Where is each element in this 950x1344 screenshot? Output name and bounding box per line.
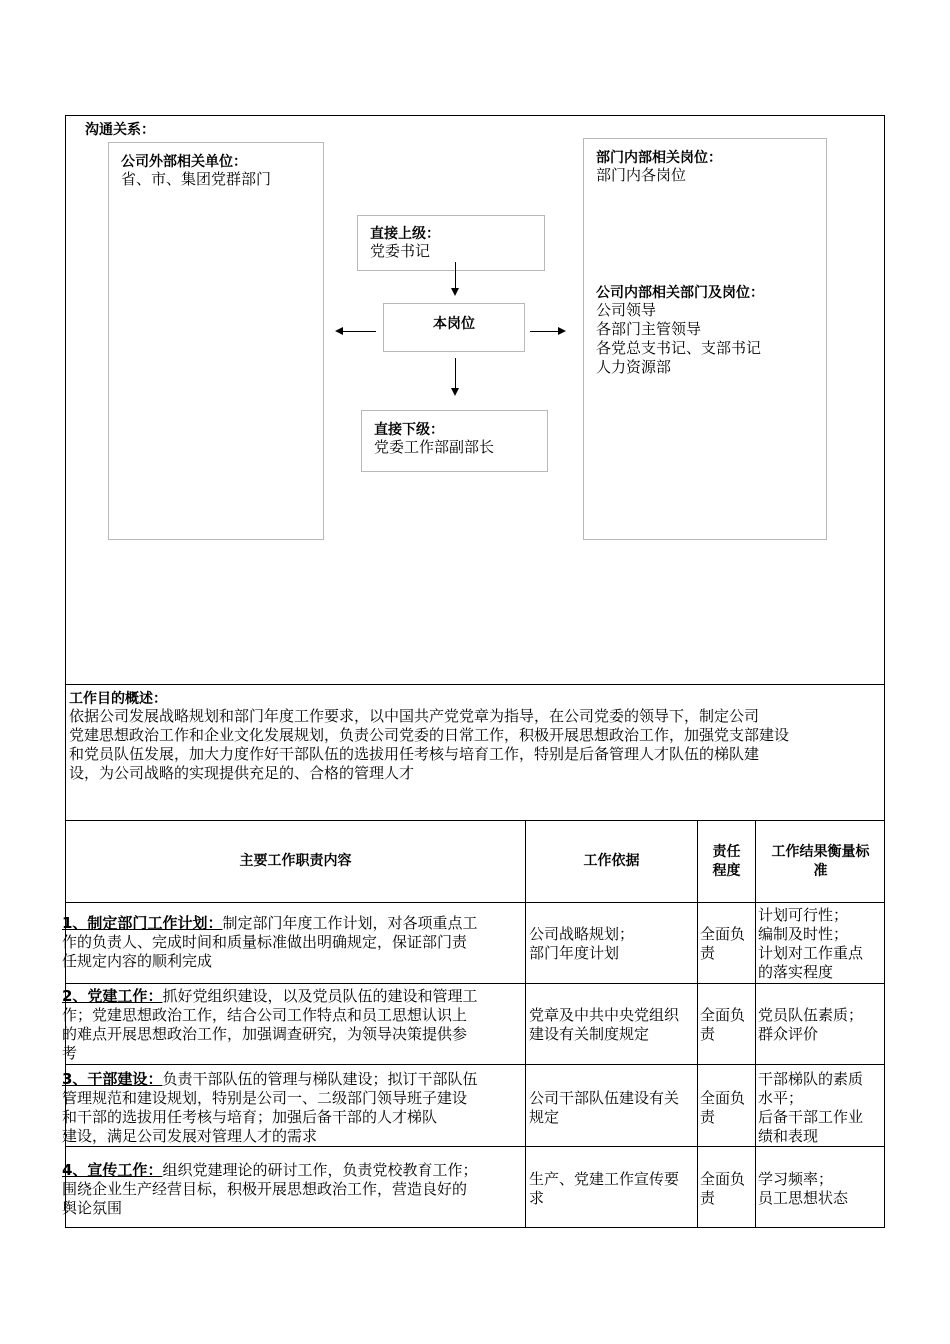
subordinate-title: 直接下级：	[374, 422, 444, 438]
arrow-down-icon	[451, 288, 459, 296]
header-degree: 责任	[712, 844, 741, 860]
purpose-line: 党建思想政治工作和企业文化发展规划，负责公司党委的日常工作，积极开展思想政治工作，加强党支部建设	[69, 726, 790, 744]
row-degree-line: 全面负	[700, 1089, 746, 1107]
internal-positions-box	[583, 138, 827, 540]
purpose-line: 依据公司发展战略规划和部门年度工作要求，以中国共产党党章为指导，在公司党委的领导下，制定公司	[69, 707, 760, 725]
company-internal-line: 各部门主管领导	[596, 320, 702, 338]
row-content-line: 管理规范和建设规划，特别是公司一、二级部门领导班子建设	[62, 1089, 468, 1107]
row-degree-line: 全面负	[700, 1006, 746, 1024]
external-units-title: 公司外部相关单位：	[121, 154, 247, 170]
row-standard-line: 编制及时性；	[758, 925, 849, 943]
row-basis-line: 求	[529, 1189, 545, 1207]
row-basis-line: 公司干部队伍建设有关	[529, 1089, 680, 1107]
arrow-down-icon	[451, 388, 459, 396]
row-title: 1、制定部门工作计划：	[62, 914, 223, 932]
superior-box	[357, 215, 545, 271]
row-degree-line: 责	[700, 1189, 716, 1207]
header-standard: 准	[813, 863, 828, 879]
arrow-left-line	[342, 331, 376, 332]
row-standard-line: 群众评价	[758, 1025, 819, 1043]
purpose-line: 和党员队伍发展，加大力度作好干部队伍的选拔用任考核与培育工作，特别是后备管理人才队伍的梯队建	[69, 745, 760, 763]
row-content-text: 抓好党组织建设，以及党员队伍的建设和管理工	[162, 987, 478, 1005]
self-position-box	[383, 303, 525, 352]
row-title: 3、干部建设：	[62, 1070, 163, 1088]
table-row-divider	[65, 983, 885, 984]
arrow-left-icon	[335, 327, 343, 335]
superior-title: 直接上级：	[370, 226, 440, 242]
row-degree-line: 责	[700, 1025, 716, 1043]
row-content-line: 和干部的选拔用任考核与培育；加强后备干部的人才梯队	[62, 1108, 438, 1126]
row-degree-line: 全面负	[700, 925, 746, 943]
row-content-line	[62, 987, 477, 1006]
row-degree-line: 责	[700, 944, 716, 962]
self-position-title: 本岗位	[433, 316, 475, 332]
table-row-divider	[65, 1146, 885, 1147]
header-degree: 程度	[712, 863, 741, 879]
external-units-line: 省、市、集团党群部门	[121, 170, 272, 188]
row-content-line: 建设，满足公司发展对管理人才的需求	[62, 1127, 318, 1145]
row-content-line: 围绕企业生产经营目标，积极开展思想政治工作，营造良好的	[62, 1180, 468, 1198]
row-basis-line: 生产、党建工作宣传要	[529, 1170, 680, 1188]
row-basis-line: 建设有关制度规定	[529, 1025, 650, 1043]
row-content-line	[62, 1161, 477, 1180]
section-divider-comm	[65, 684, 885, 685]
company-internal-title: 公司内部相关部门及岗位：	[596, 285, 764, 301]
row-standard-line: 计划对工作重点	[758, 944, 864, 962]
row-basis-line: 党章及中共中央党组织	[529, 1006, 680, 1024]
row-content-line: 舆论氛围	[62, 1199, 123, 1217]
row-content-text: 制定部门年度工作计划，对各项重点工	[222, 914, 478, 932]
row-content-line	[62, 1070, 477, 1089]
arrow-right-icon	[558, 327, 566, 335]
header-basis: 工作依据	[583, 853, 640, 869]
row-content-line: 作的负责人、完成时间和质量标准做出明确规定，保证部门责	[62, 933, 468, 951]
company-internal-line: 公司领导	[596, 301, 657, 319]
row-content-line: 作；党建思想政治工作，结合公司工作特点和员工思想认识上	[62, 1006, 468, 1024]
subordinate-box	[361, 410, 548, 472]
header-standard: 工作结果衡量标	[771, 844, 870, 860]
row-standard-line: 后备干部工作业	[758, 1108, 864, 1126]
table-row-divider	[65, 902, 885, 903]
row-content-text: 负责干部队伍的管理与梯队建设；拟订干部队伍	[162, 1070, 478, 1088]
arrow-superior-line	[455, 262, 456, 290]
row-content-text: 组织党建理论的研讨工作，负责党校教育工作；	[162, 1161, 478, 1179]
row-content-line	[62, 914, 477, 933]
row-degree-line: 全面负	[700, 1170, 746, 1188]
row-standard-line: 党员队伍素质；	[758, 1006, 864, 1024]
row-standard-line: 水平；	[758, 1089, 804, 1107]
dept-internal-title: 部门内部相关岗位：	[596, 150, 722, 166]
row-title: 2、党建工作：	[62, 987, 163, 1005]
table-col-divider	[697, 820, 698, 1228]
dept-internal-line: 部门内各岗位	[596, 166, 687, 184]
purpose-label: 工作目的概述：	[69, 691, 167, 707]
section-divider-purpose	[65, 820, 885, 821]
row-standard-line: 员工思想状态	[758, 1189, 849, 1207]
company-internal-line: 各党总支书记、支部书记	[596, 339, 762, 357]
row-standard-line: 干部梯队的素质	[758, 1070, 864, 1088]
row-content-line: 考	[62, 1044, 78, 1062]
purpose-line: 设，为公司战略的实现提供充足的、合格的管理人才	[69, 764, 415, 782]
row-standard-line: 的落实程度	[758, 963, 834, 981]
row-standard-line: 学习频率；	[758, 1170, 834, 1188]
table-col-divider	[525, 820, 526, 1228]
row-standard-line: 绩和表现	[758, 1127, 819, 1145]
row-standard-line: 计划可行性；	[758, 906, 849, 924]
row-basis-line: 公司战略规划；	[529, 925, 635, 943]
table-row-divider	[65, 1064, 885, 1065]
subordinate-line: 党委工作部副部长	[374, 438, 495, 456]
arrow-right-line	[530, 331, 560, 332]
table-col-divider	[755, 820, 756, 1228]
arrow-subordinate-line	[455, 358, 456, 390]
row-title: 4、宣传工作：	[62, 1161, 163, 1179]
row-basis-line: 规定	[529, 1108, 560, 1126]
header-content: 主要工作职责内容	[239, 853, 352, 869]
row-degree-line: 责	[700, 1108, 716, 1126]
comm-label: 沟通关系：	[85, 122, 155, 138]
row-basis-line: 部门年度计划	[529, 944, 620, 962]
row-content-line: 任规定内容的顺利完成	[62, 952, 213, 970]
external-units-box	[108, 142, 324, 540]
row-content-line: 的难点开展思想政治工作，加强调查研究，为领导决策提供参	[62, 1025, 468, 1043]
superior-line: 党委书记	[370, 242, 431, 260]
company-internal-line: 人力资源部	[596, 358, 672, 376]
